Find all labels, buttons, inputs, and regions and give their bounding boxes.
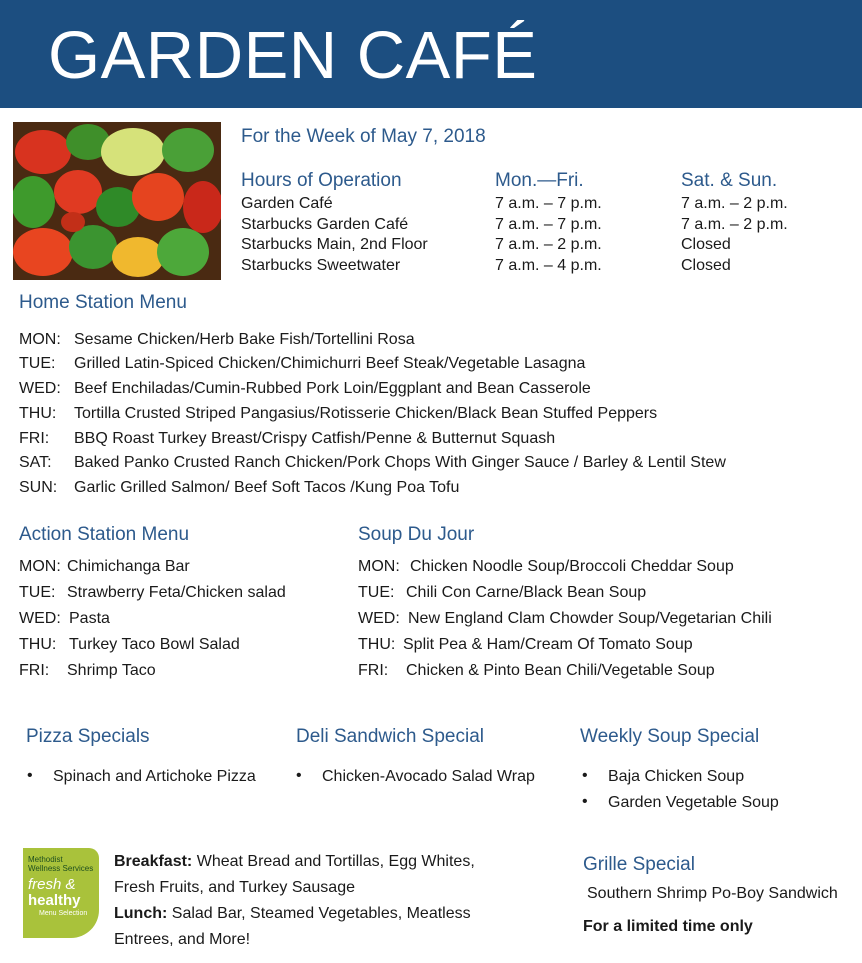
page-title: GARDEN CAFÉ [48, 18, 538, 93]
hours-weekend: 7 a.m. – 2 p.m. [681, 216, 788, 233]
logo-tagline: Menu Selection [39, 910, 88, 917]
hours-weekend: Closed [681, 236, 731, 253]
hours-venue: Garden Café [241, 195, 333, 212]
bullet-icon: • [582, 793, 588, 810]
soup-menu-row [358, 661, 715, 681]
soup-menu-row [358, 635, 693, 655]
day-label: MON: [19, 331, 61, 348]
hours-venue: Starbucks Main, 2nd Floor [241, 236, 428, 253]
weekly-soup-item: Baja Chicken Soup [608, 768, 745, 785]
home-menu-row [19, 379, 591, 399]
grille-item: Southern Shrimp Po-Boy Sandwich [587, 885, 838, 902]
soup-menu-row [358, 557, 734, 577]
menu-text: New England Clam Chowder Soup/Vegetarian Chili [408, 610, 772, 627]
menu-text: Chicken Noodle Soup/Broccoli Cheddar Soup [410, 558, 734, 575]
home-menu-row [19, 354, 585, 374]
home-menu-row [19, 330, 415, 350]
day-label: SAT: [19, 454, 52, 471]
day-label: WED: [358, 610, 400, 627]
day-label: TUE: [19, 355, 56, 372]
deli-item: Chicken-Avocado Salad Wrap [322, 768, 535, 785]
home-menu-row [19, 478, 459, 498]
action-menu-row [19, 609, 110, 629]
day-label: MON: [19, 558, 61, 575]
hours-weekday: 7 a.m. – 4 p.m. [495, 257, 602, 274]
hours-weekday: 7 a.m. – 2 p.m. [495, 236, 602, 253]
soup-menu-row [358, 609, 772, 629]
action-menu-row [19, 583, 286, 603]
day-label: FRI: [19, 430, 50, 447]
grille-special-heading: Grille Special [583, 854, 695, 875]
action-menu-row [19, 661, 156, 681]
hours-weekday: 7 a.m. – 7 p.m. [495, 195, 602, 212]
weekend-column-heading: Sat. & Sun. [681, 170, 778, 191]
day-label: WED: [19, 610, 61, 627]
fresh-healthy-logo [23, 848, 99, 938]
menu-text: Turkey Taco Bowl Salad [69, 636, 240, 653]
action-menu-row [19, 635, 240, 655]
logo-healthy: healthy [28, 892, 81, 909]
weekly-soup-item: Garden Vegetable Soup [608, 794, 779, 811]
menu-text: Chicken & Pinto Bean Chili/Vegetable Soup [406, 662, 715, 679]
home-menu-row [19, 429, 555, 449]
hours-weekday: 7 a.m. – 7 p.m. [495, 216, 602, 233]
limited-time-note: For a limited time only [583, 918, 753, 935]
bullet-icon: • [296, 767, 302, 784]
bullet-icon: • [27, 767, 33, 784]
pizza-specials-heading: Pizza Specials [26, 726, 150, 747]
logo-fresh: fresh & [28, 876, 76, 893]
day-label: SUN: [19, 479, 58, 496]
peppers-photo [13, 122, 221, 280]
hours-venue: Starbucks Sweetwater [241, 257, 401, 274]
day-label: TUE: [19, 584, 56, 601]
hours-heading: Hours of Operation [241, 170, 402, 191]
deli-special-heading: Deli Sandwich Special [296, 726, 484, 747]
breakfast-text: Breakfast: Wheat Bread and Tortillas, Egg Whites, Fresh Fruits, and Turkey Sausage Lunch: Salad Bar, Steamed Vegetables, Meatless Entrees, and More! [114, 853, 475, 948]
breakfast-label: Breakfast: [114, 853, 193, 870]
menu-text: Pasta [69, 610, 110, 627]
menu-text: BBQ Roast Turkey Breast/Crispy Catfish/Penne & Butternut Squash [74, 430, 556, 447]
home-menu-row [19, 453, 726, 473]
weekday-column-heading: Mon.—Fri. [495, 170, 584, 191]
day-label: THU: [358, 636, 396, 653]
day-label: WED: [19, 380, 61, 397]
day-label: THU: [19, 405, 57, 422]
lunch-label: Lunch: [114, 905, 168, 922]
day-label: FRI: [358, 662, 389, 679]
day-label: TUE: [358, 584, 395, 601]
soup-du-jour-heading: Soup Du Jour [358, 524, 475, 545]
weekly-soup-heading: Weekly Soup Special [580, 726, 760, 747]
soup-menu-row [358, 583, 646, 603]
week-label: For the Week of May 7, 2018 [241, 126, 486, 147]
action-station-heading: Action Station Menu [19, 524, 190, 545]
hours-weekend: Closed [681, 257, 731, 274]
menu-text: Shrimp Taco [67, 662, 156, 679]
menu-text: Tortilla Crusted Striped Pangasius/Rotisserie Chicken/Black Bean Stuffed Peppers [74, 405, 658, 422]
menu-text: Beef Enchiladas/Cumin-Rubbed Pork Loin/Eggplant and Bean Casserole [74, 380, 591, 397]
menu-text: Chili Con Carne/Black Bean Soup [406, 584, 647, 601]
day-label: FRI: [19, 662, 50, 679]
day-label: MON: [358, 558, 400, 575]
pizza-item: Spinach and Artichoke Pizza [53, 768, 256, 785]
home-station-heading: Home Station Menu [19, 292, 187, 313]
day-label: THU: [19, 636, 57, 653]
hours-weekend: 7 a.m. – 2 p.m. [681, 195, 788, 212]
hours-venue: Starbucks Garden Café [241, 216, 409, 233]
menu-text: Grilled Latin-Spiced Chicken/Chimichurri Beef Steak/Vegetable Lasagna [74, 355, 586, 372]
bullet-icon: • [582, 767, 588, 784]
logo-org-line: Methodist Wellness Services [28, 855, 94, 873]
header-banner [0, 0, 862, 108]
menu-text: Garlic Grilled Salmon/ Beef Soft Tacos /Kung Poa Tofu [74, 479, 460, 496]
menu-text: Strawberry Feta/Chicken salad [67, 584, 286, 601]
menu-text: Split Pea & Ham/Cream Of Tomato Soup [403, 636, 693, 653]
action-menu-row [19, 557, 190, 577]
home-menu-row [19, 404, 657, 424]
menu-text: Sesame Chicken/Herb Bake Fish/Tortellini Rosa [74, 331, 415, 348]
menu-text: Baked Panko Crusted Ranch Chicken/Pork Chops With Ginger Sauce / Barley & Lentil Stew [74, 454, 726, 471]
menu-text: Chimichanga Bar [67, 558, 190, 575]
